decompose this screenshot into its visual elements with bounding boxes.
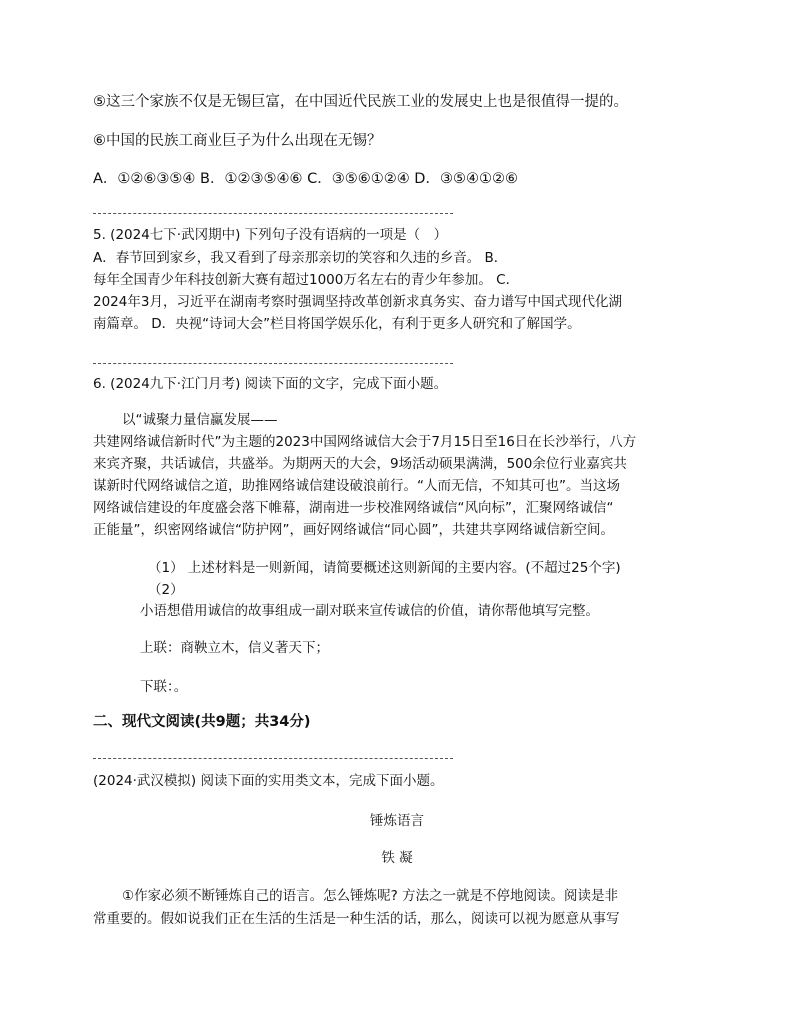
q6-passage-line-2: 来宾齐聚，共话诚信，共盛举。为期两天的大会，9场活动硕果满满，500余位行业嘉宾共	[93, 456, 627, 472]
q6-passage-line-3: 谋新时代网络诚信之道，助推网络诚信建设破浪前行。“人而无信，不知其可也”。当这场	[93, 478, 620, 494]
article-paragraph-line-1: ①作家必须不断锤炼自己的语言。怎么锤炼呢? 方法之一就是不停地阅读。阅读是非	[122, 888, 619, 904]
q5-line-1: A．春节回到家乡，我又看到了母亲那亲切的笑容和久违的乡音。 B．	[93, 250, 508, 266]
divider	[93, 363, 453, 364]
q6-header: 6. (2024九下·江门月考) 阅读下面的文字，完成下面小题。	[93, 376, 448, 392]
couplet-upper: 上联：商鞅立木，信义著天下；	[140, 640, 329, 656]
q4-item-5: ⑤这三个家族不仅是无锡巨富，在中国近代民族工业的发展史上也是很值得一提的。	[93, 94, 628, 110]
couplet-lower: 下联：。	[140, 679, 188, 695]
q4-item-6: ⑥中国的民族工商业巨子为什么出现在无锡？	[93, 133, 382, 149]
q6-passage-line-4: 网络诚信建设的年度盛会落下帷幕，湖南进一步校准网络诚信“风向标”，汇聚网络诚信“	[93, 500, 614, 516]
divider	[93, 758, 453, 759]
article-author: 铁 凝	[381, 850, 413, 866]
q6-passage-title: 以“诚聚力量信赢发展——	[122, 412, 278, 428]
q6-subquestion-1: （1） 上述材料是一则新闻，请简要概述这则新闻的主要内容。(不超过25个字)	[148, 560, 621, 576]
article-paragraph-line-2: 常重要的。假如说我们正在生活的生活是一种生活的话，那么，阅读可以视为愿意从事写	[93, 911, 620, 927]
q6-subquestion-2-text: 小语想借用诚信的故事组成一副对联来宣传诚信的价值，请你帮他填写完整。	[140, 603, 599, 619]
q5-line-3: 2024年3月，习近平在湖南考察时强调坚持改革创新求真务实、奋力谱写中国式现代化湖	[93, 294, 622, 310]
q5-line-2: 每年全国青少年科技创新大赛有超过1000万名左右的青少年参加。 C．	[93, 272, 520, 288]
divider	[93, 213, 453, 214]
q6-passage-line-5: 正能量”，织密网络诚信“防护网”，画好网络诚信“同心圆”，共建共享网络诚信新空间。	[93, 522, 614, 538]
q4-options: A．①②⑥③⑤④ B．①②③⑤④⑥ C．③⑤⑥①②④ D．③⑤④①②⑥	[93, 171, 518, 187]
q6-passage-line-1: 共建网络诚信新时代”为主题的2023中国网络诚信大会于7月15日至16日在长沙举行，八方	[93, 434, 637, 450]
section-heading: 二、现代文阅读(共9题；共34分)	[93, 714, 311, 730]
q5-header: 5. (2024七下·武冈期中) 下列句子没有语病的一项是（ ）	[93, 227, 448, 243]
reading-intro: (2024·武汉模拟) 阅读下面的实用类文本，完成下面小题。	[93, 773, 444, 789]
q5-line-4: 南篇章。 D．央视“诗词大会”栏目将国学娱乐化，有利于更多人研究和了解国学。	[93, 316, 581, 332]
article-title: 锤炼语言	[370, 813, 424, 829]
q6-subquestion-2-number: （2）	[148, 582, 184, 598]
